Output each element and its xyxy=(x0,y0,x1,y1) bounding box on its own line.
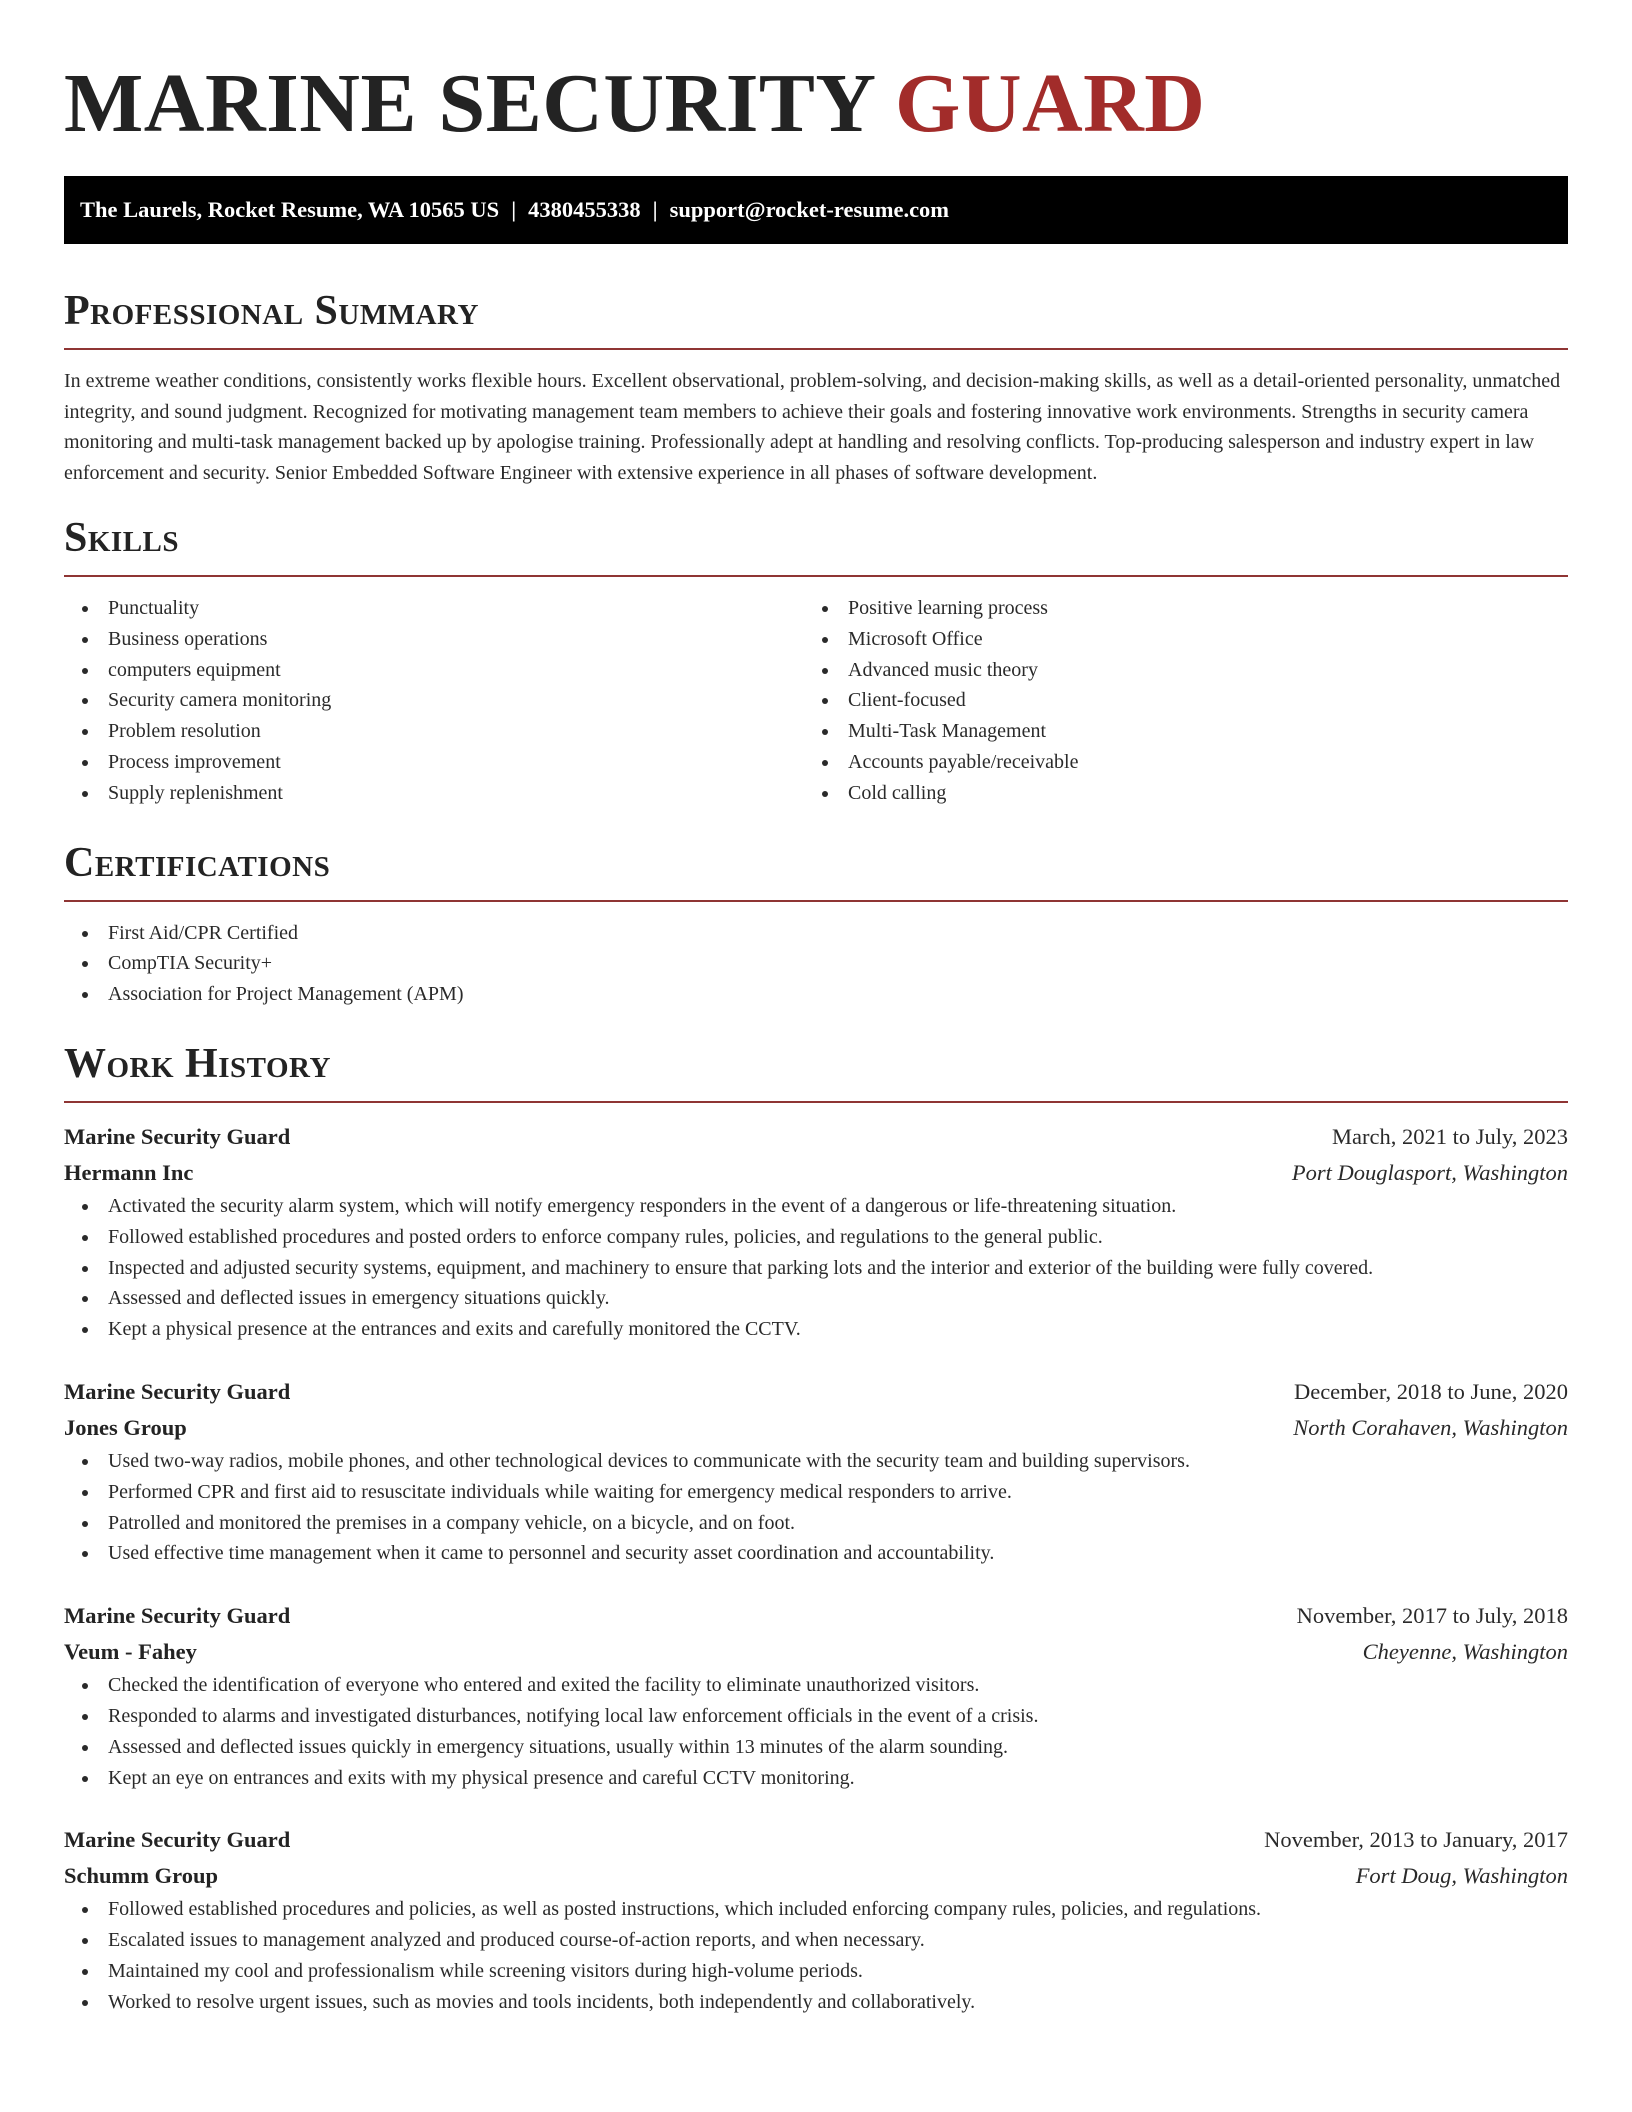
job-header-row xyxy=(64,1119,1568,1155)
section-title-certifications: Certifications xyxy=(64,839,331,886)
certification-item: Association for Project Management (APM) xyxy=(64,979,1568,1010)
job-duty-item: Kept an eye on entrances and exits with my physical presence and careful CCTV monitoring. xyxy=(64,1763,1568,1794)
job-duties-list xyxy=(64,1894,1568,2017)
skill-item: Punctuality xyxy=(64,593,804,624)
section-title-skills: Skills xyxy=(64,515,180,561)
work-history-section xyxy=(64,1039,1568,2018)
skill-item: Business operations xyxy=(64,624,804,655)
job-header-row xyxy=(64,1822,1568,1858)
skills-list-left xyxy=(64,593,804,809)
job-duties-list xyxy=(64,1191,1568,1345)
skill-item: Client-focused xyxy=(804,685,1544,716)
job-duties-list xyxy=(64,1670,1568,1793)
job-duty-item: Checked the identification of everyone who entered and exited the facility to eliminate unauthorized visitors. xyxy=(64,1670,1568,1701)
certification-item: CompTIA Security+ xyxy=(64,948,1568,979)
section-title-work-history: Work History xyxy=(64,1040,331,1087)
job-company: Hermann Inc xyxy=(64,1159,194,1185)
job-duty-item: Worked to resolve urgent issues, such as movies and tools incidents, both independently and collaboratively. xyxy=(64,1987,1568,2018)
name-accent: GUARD xyxy=(894,57,1206,150)
skill-item: Supply replenishment xyxy=(64,778,804,809)
job-subheader-row xyxy=(64,1155,1568,1191)
job-dates: March, 2021 to July, 2023 xyxy=(1331,1123,1568,1149)
section-divider xyxy=(64,900,1568,902)
certification-item: First Aid/CPR Certified xyxy=(64,918,1568,949)
section-divider xyxy=(64,1101,1568,1103)
job-duty-item: Activated the security alarm system, which will notify emergency responders in the event of a dangerous or life-threatening situation. xyxy=(64,1191,1568,1222)
job-entry xyxy=(64,1822,1568,2017)
contact-address: The Laurels, Rocket Resume, WA 10565 US xyxy=(80,197,500,222)
skill-item: Security camera monitoring xyxy=(64,685,804,716)
skill-item: computers equipment xyxy=(64,655,804,686)
job-subheader-row xyxy=(64,1410,1568,1446)
job-duty-item: Followed established procedures and policies, as well as posted instructions, which included enforcing company rules, policies, and regulations. xyxy=(64,1894,1568,1925)
job-title: Marine Security Guard xyxy=(64,1603,291,1629)
job-title: Marine Security Guard xyxy=(64,1378,291,1404)
skill-item: Problem resolution xyxy=(64,716,804,747)
skill-item: Positive learning process xyxy=(804,593,1544,624)
contact-separator: | xyxy=(652,197,658,222)
skill-item: Multi-Task Management xyxy=(804,716,1544,747)
job-duty-item: Assessed and deflected issues in emergency situations quickly. xyxy=(64,1283,1568,1314)
job-subheader-row xyxy=(64,1634,1568,1670)
job-title: Marine Security Guard xyxy=(64,1827,291,1853)
contact-separator: | xyxy=(511,197,517,222)
job-duty-item: Kept a physical presence at the entrances and exits and carefully monitored the CCTV. xyxy=(64,1314,1568,1345)
section-divider xyxy=(64,348,1568,350)
job-header-row xyxy=(64,1374,1568,1410)
contact-phone[interactable]: 4380455338 xyxy=(528,197,641,222)
summary-text: In extreme weather conditions, consistently works flexible hours. Excellent observational, problem-solving, and decision-making skills, as well as a detail-oriented personality, unmatched integrity, and sound judgment. Recognized for motivating management team members to achieve their goals and fostering innovative work environments. Strengths in security camera monitoring and multi-task management backed up by apologise training. Professionally adept at handling and resolving conflicts. Top-producing salesperson and industry expert in law enforcement and security. Senior Embedded Software Engineer with extensive experience in all phases of software development. xyxy=(64,370,1561,484)
skill-item: Process improvement xyxy=(64,747,804,778)
job-company: Veum - Fahey xyxy=(64,1639,197,1665)
job-header-row xyxy=(64,1598,1568,1634)
job-duty-item: Responded to alarms and investigated disturbances, notifying local law enforcement officials in the event of a crisis. xyxy=(64,1701,1568,1732)
jobs-list xyxy=(64,1119,1568,2018)
summary-section xyxy=(64,286,1568,488)
job-dates: November, 2017 to July, 2018 xyxy=(1296,1603,1568,1629)
job-location: Cheyenne, Washington xyxy=(1362,1639,1568,1665)
job-duty-item: Followed established procedures and posted orders to enforce company rules, policies, and regulations to the general public. xyxy=(64,1222,1568,1253)
resume-name xyxy=(64,0,1568,152)
skill-item: Accounts payable/receivable xyxy=(804,747,1544,778)
job-duty-item: Used effective time management when it came to personnel and security asset coordination and accountability. xyxy=(64,1538,1568,1569)
skill-item: Microsoft Office xyxy=(804,624,1544,655)
job-location: Fort Doug, Washington xyxy=(1355,1863,1568,1889)
skill-item: Cold calling xyxy=(804,778,1544,809)
contact-bar xyxy=(64,176,1568,244)
section-divider xyxy=(64,575,1568,577)
job-entry xyxy=(64,1598,1568,1793)
skills-columns xyxy=(64,593,1568,809)
job-company: Jones Group xyxy=(64,1414,187,1440)
certifications-list xyxy=(64,918,1568,1010)
job-subheader-row xyxy=(64,1858,1568,1894)
contact-email[interactable]: support@rocket-resume.com xyxy=(669,197,950,222)
job-entry xyxy=(64,1119,1568,1345)
skill-item: Advanced music theory xyxy=(804,655,1544,686)
job-duty-item: Performed CPR and first aid to resuscitate individuals while waiting for emergency medical responders to arrive. xyxy=(64,1477,1568,1508)
job-duty-item: Inspected and adjusted security systems, equipment, and machinery to ensure that parking lots and the interior and exterior of the building were fully covered. xyxy=(64,1253,1568,1284)
job-entry xyxy=(64,1374,1568,1569)
job-duty-item: Used two-way radios, mobile phones, and other technological devices to communicate with the security team and building supervisors. xyxy=(64,1446,1568,1477)
job-duty-item: Escalated issues to management analyzed and produced course-of-action reports, and when necessary. xyxy=(64,1925,1568,1956)
job-company: Schumm Group xyxy=(64,1863,218,1889)
certifications-section xyxy=(64,838,1568,1010)
job-location: North Corahaven, Washington xyxy=(1293,1414,1568,1440)
section-title-summary: Professional Summary xyxy=(64,288,479,334)
job-location: Port Douglasport, Washington xyxy=(1291,1159,1568,1185)
job-duty-item: Patrolled and monitored the premises in a company vehicle, on a bicycle, and on foot. xyxy=(64,1508,1568,1539)
job-duty-item: Maintained my cool and professionalism while screening visitors during high-volume periods. xyxy=(64,1956,1568,1987)
name-main: MARINE SECURITY xyxy=(64,57,874,150)
job-duties-list xyxy=(64,1446,1568,1569)
job-title: Marine Security Guard xyxy=(64,1123,291,1149)
job-dates: December, 2018 to June, 2020 xyxy=(1293,1378,1568,1404)
job-duty-item: Assessed and deflected issues quickly in emergency situations, usually within 13 minutes of the alarm sounding. xyxy=(64,1732,1568,1763)
skills-section xyxy=(64,513,1568,809)
skills-list-right xyxy=(804,593,1544,809)
job-dates: November, 2013 to January, 2017 xyxy=(1264,1827,1568,1853)
